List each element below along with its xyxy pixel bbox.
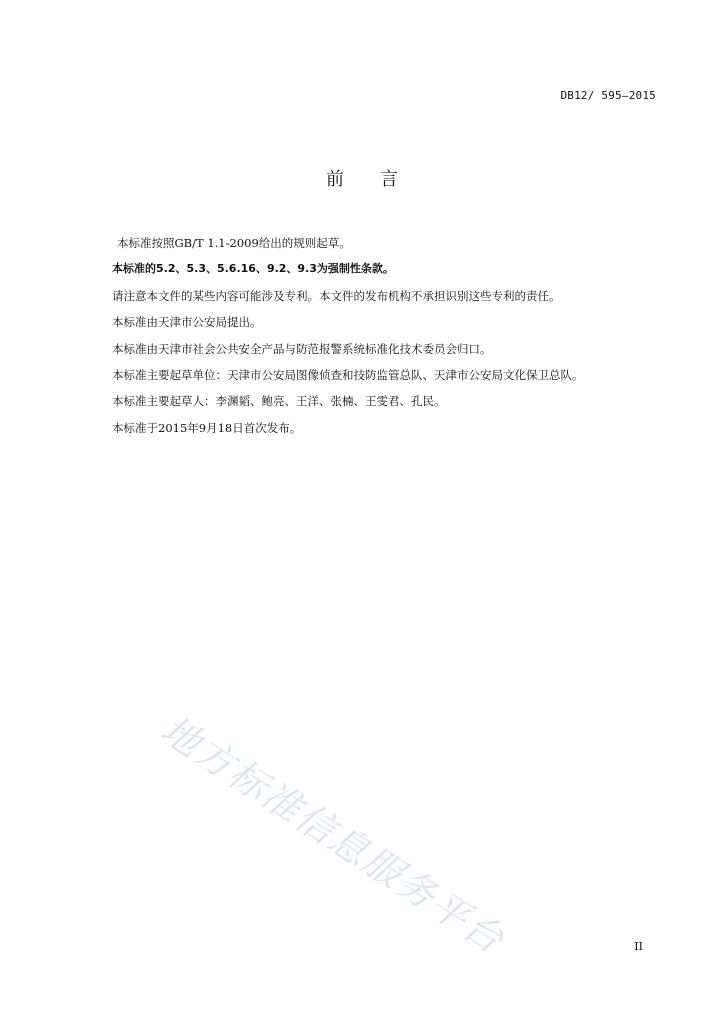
paragraph-drafting-units: 本标准主要起草单位：天津市公安局图像侦查和技防监管总队、天津市公安局文化保卫总队。 xyxy=(112,367,584,382)
paragraph-patent-notice: 请注意本文件的某些内容可能涉及专利。本文件的发布机构不承担识别这些专利的责任。 xyxy=(112,288,561,303)
paragraph-first-release: 本标准于2015年9月18日首次发布。 xyxy=(112,420,302,435)
document-code: DB12/ 595—2015 xyxy=(560,89,656,102)
watermark: 地方标准信息服务平台 xyxy=(153,707,513,963)
paragraph-drafters: 本标准主要起草人：李渊韬、鲍亮、王洋、张楠、王雯君、孔民。 xyxy=(112,394,446,409)
paragraph-administered-by: 本标准由天津市社会公共安全产品与防范报警系统标准化技术委员会归口。 xyxy=(112,341,492,356)
page-number: II xyxy=(634,940,643,953)
page-title: 前言 xyxy=(326,169,434,190)
foreword-body xyxy=(112,236,672,447)
paragraph-drafting-rules: 本标准按照GB/T 1.1-2009给出的规则起草。 xyxy=(117,236,351,250)
paragraph-proposed-by: 本标准由天津市公安局提出。 xyxy=(112,315,262,330)
paragraph-mandatory-clauses: 本标准的5.2、5.3、5.6.16、9.2、9.3为强制性条款。 xyxy=(112,262,394,276)
